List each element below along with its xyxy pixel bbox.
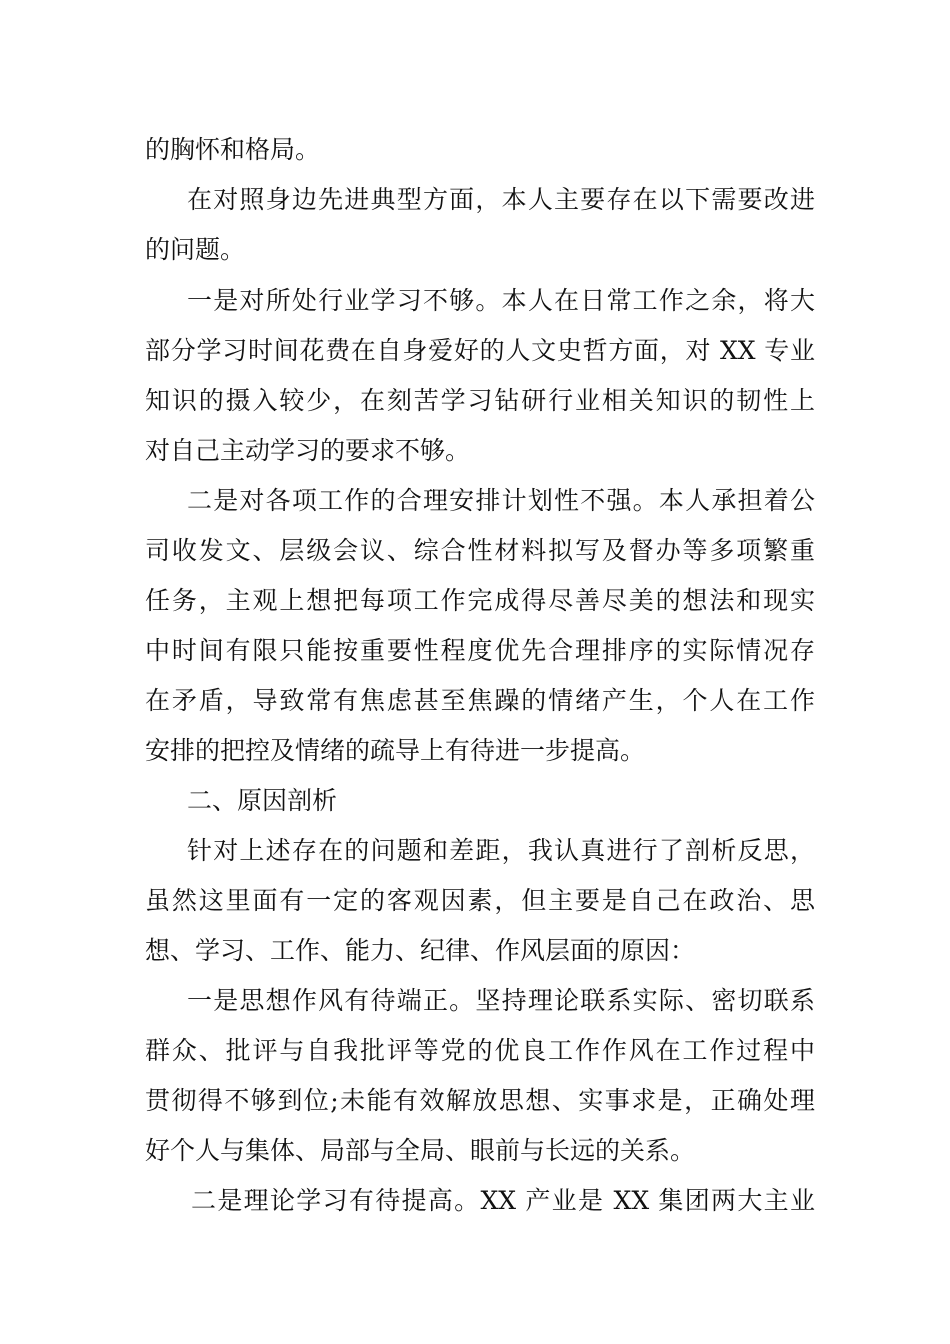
section-heading: 二、原因剖析 <box>187 786 338 815</box>
body-text-line: 二是对各项工作的合理安排计划性不强。本人承担着公 <box>187 486 815 515</box>
body-text-line: 在对照身边先进典型方面，本人主要存在以下需要改进 <box>187 185 815 214</box>
body-text-line: 一是对所处行业学习不够。本人在日常工作之余，将大 <box>187 286 815 315</box>
body-text-line: 在矛盾，导致常有焦虑甚至焦躁的情绪产生，个人在工作 <box>145 686 815 715</box>
body-text-line: 二是理论学习有待提高。XX 产业是 XX 集团两大主业 <box>191 1186 815 1215</box>
body-text-line: 一是思想作风有待端正。坚持理论联系实际、密切联系 <box>187 986 815 1015</box>
body-text-line: 部分学习时间花费在自身爱好的人文史哲方面，对 XX 专业 <box>145 336 815 365</box>
body-text-line: 知识的摄入较少，在刻苦学习钻研行业相关知识的韧性上 <box>145 386 815 415</box>
body-text-line: 好个人与集体、局部与全局、眼前与长远的关系。 <box>145 1136 696 1165</box>
body-text-line: 中时间有限只能按重要性程度优先合理排序的实际情况存 <box>145 636 815 665</box>
body-text-line: 想、学习、工作、能力、纪律、作风层面的原因： <box>145 936 696 965</box>
body-text-line: 任务，主观上想把每项工作完成得尽善尽美的想法和现实 <box>145 586 815 615</box>
body-text-line: 群众、批评与自我批评等党的优良工作作风在工作过程中 <box>145 1036 815 1065</box>
body-text-line: 安排的把控及情绪的疏导上有待进一步提高。 <box>145 736 646 765</box>
body-text-line: 的胸怀和格局。 <box>145 135 321 164</box>
body-text-line: 虽然这里面有一定的客观因素，但主要是自己在政治、思 <box>145 886 815 915</box>
body-text-line: 对自己主动学习的要求不够。 <box>145 436 471 465</box>
body-text-line: 针对上述存在的问题和差距，我认真进行了剖析反思， <box>187 836 815 865</box>
body-text-line: 的问题。 <box>145 235 246 264</box>
body-text-line: 司收发文、层级会议、综合性材料拟写及督办等多项繁重 <box>145 536 815 565</box>
body-text-line: 贯彻得不够到位;未能有效解放思想、实事求是，正确处理 <box>145 1086 815 1115</box>
